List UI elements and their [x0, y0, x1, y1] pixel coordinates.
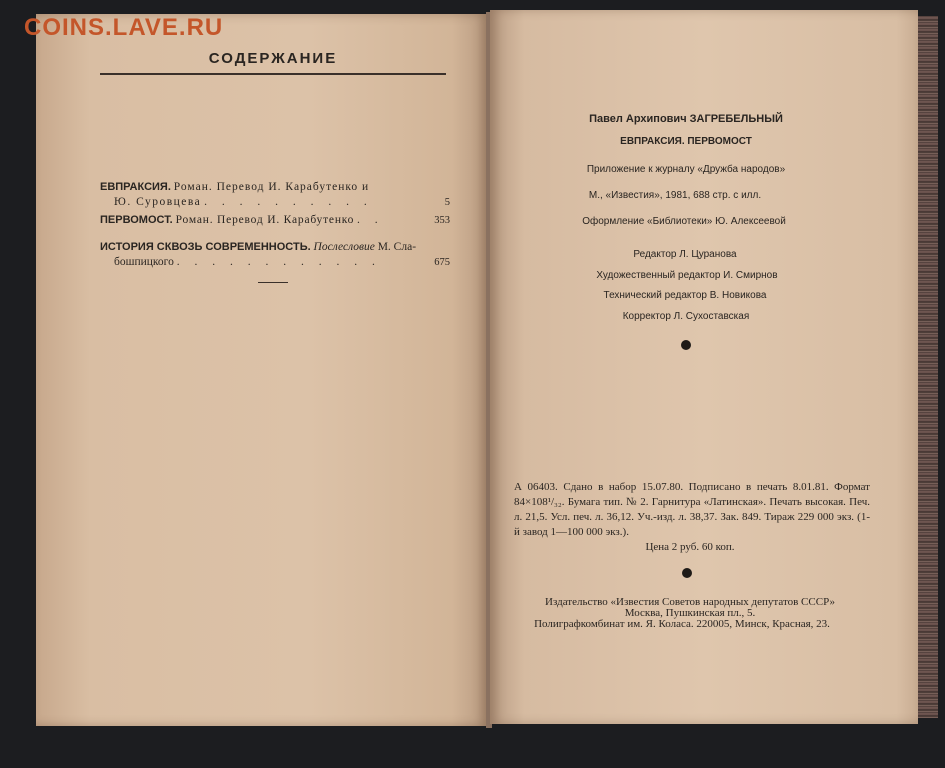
toc-entry-3: [100, 240, 450, 270]
toc-rule: [100, 73, 446, 75]
page-edges: [918, 16, 938, 718]
toc-title: СОДЕРЖАНИЕ: [208, 50, 338, 67]
toc-entry-italic: Послесловие: [313, 241, 375, 253]
book-title: ЕВПРАКСИЯ. ПЕРВОМОСТ: [620, 136, 752, 147]
toc-leader: . . . . . . . . . .: [204, 196, 373, 208]
toc-entry-1: [100, 180, 450, 210]
toc-entry-line2: [100, 195, 450, 210]
divider-dot: [682, 568, 692, 578]
toc-entry-desc-2: Ю. Суровцева: [114, 196, 202, 208]
toc-page-number: 5: [444, 197, 450, 208]
toc-page-number: 353: [434, 215, 450, 226]
toc-entry-desc: Роман. Перевод И. Карабутенко и: [173, 181, 370, 193]
editor-credit: Редактор Л. Цуранова: [633, 249, 737, 260]
proofreader-credit: Корректор Л. Сухоставская: [622, 311, 750, 322]
art-editor-credit: Художественный редактор И. Смирнов: [596, 270, 778, 281]
publisher-line: М., «Известия», 1981, 688 стр. с илл.: [588, 190, 762, 201]
tech-editor-credit: Технический редактор В. Новикова: [603, 290, 767, 301]
colophon-text: А 06403. Сдано в набор 15.07.80. Подписано в печать 8.01.81. Формат 84×108¹/₃₂. Бумага тип. № 2. Гарнитура «Латинская». Печать высокая. Печ. л. 21,5. Усл. печ. л. 36,12. Уч.-изд. л. 38,37. Зак. 849. Тираж 229 000 экз. (1-й завод 1—100 000 экз.).: [514, 481, 870, 538]
supplement-note: Приложение к журналу «Дружба народов»: [586, 164, 786, 175]
design-credit: Оформление «Библиотеки» Ю. Алексеевой: [582, 216, 786, 227]
divider-dot: [681, 340, 691, 350]
toc-entry-desc-2: бошпицкого: [114, 256, 174, 268]
toc-entry-title: ИСТОРИЯ СКВОЗЬ СОВРЕМЕННОСТЬ.: [100, 241, 311, 253]
toc-page-number: 675: [434, 257, 450, 268]
toc-leader: . .: [357, 214, 384, 226]
left-page: [36, 14, 488, 726]
price-line: Цена 2 руб. 60 коп.: [645, 541, 735, 553]
toc-entry-title: ЕВПРАКСИЯ.: [100, 181, 171, 193]
toc-entry-2: [100, 213, 450, 228]
toc-leader: . . . . . . . . . . . .: [176, 256, 381, 268]
author-name: Павел Архипович ЗАГРЕБЕЛЬНЫЙ: [589, 113, 783, 125]
publisher-full: Издательство «Известия Советов народных депутатов СССР»: [545, 596, 835, 608]
end-rule: [258, 282, 288, 283]
toc-entry-title: ПЕРВОМОСТ.: [100, 214, 173, 226]
watermark: COINS.LAVE.RU: [24, 14, 224, 41]
publisher-address: Москва, Пушкинская пл., 5.: [624, 607, 756, 619]
printer-line: Полиграфкомбинат им. Я. Коласа. 220005, Минск, Красная, 23.: [534, 618, 830, 630]
toc-entry-desc: Роман. Перевод И. Карабутенко: [175, 214, 355, 226]
toc-entry-line2: [100, 255, 450, 270]
toc-entry-desc: М. Сла-: [377, 241, 417, 253]
